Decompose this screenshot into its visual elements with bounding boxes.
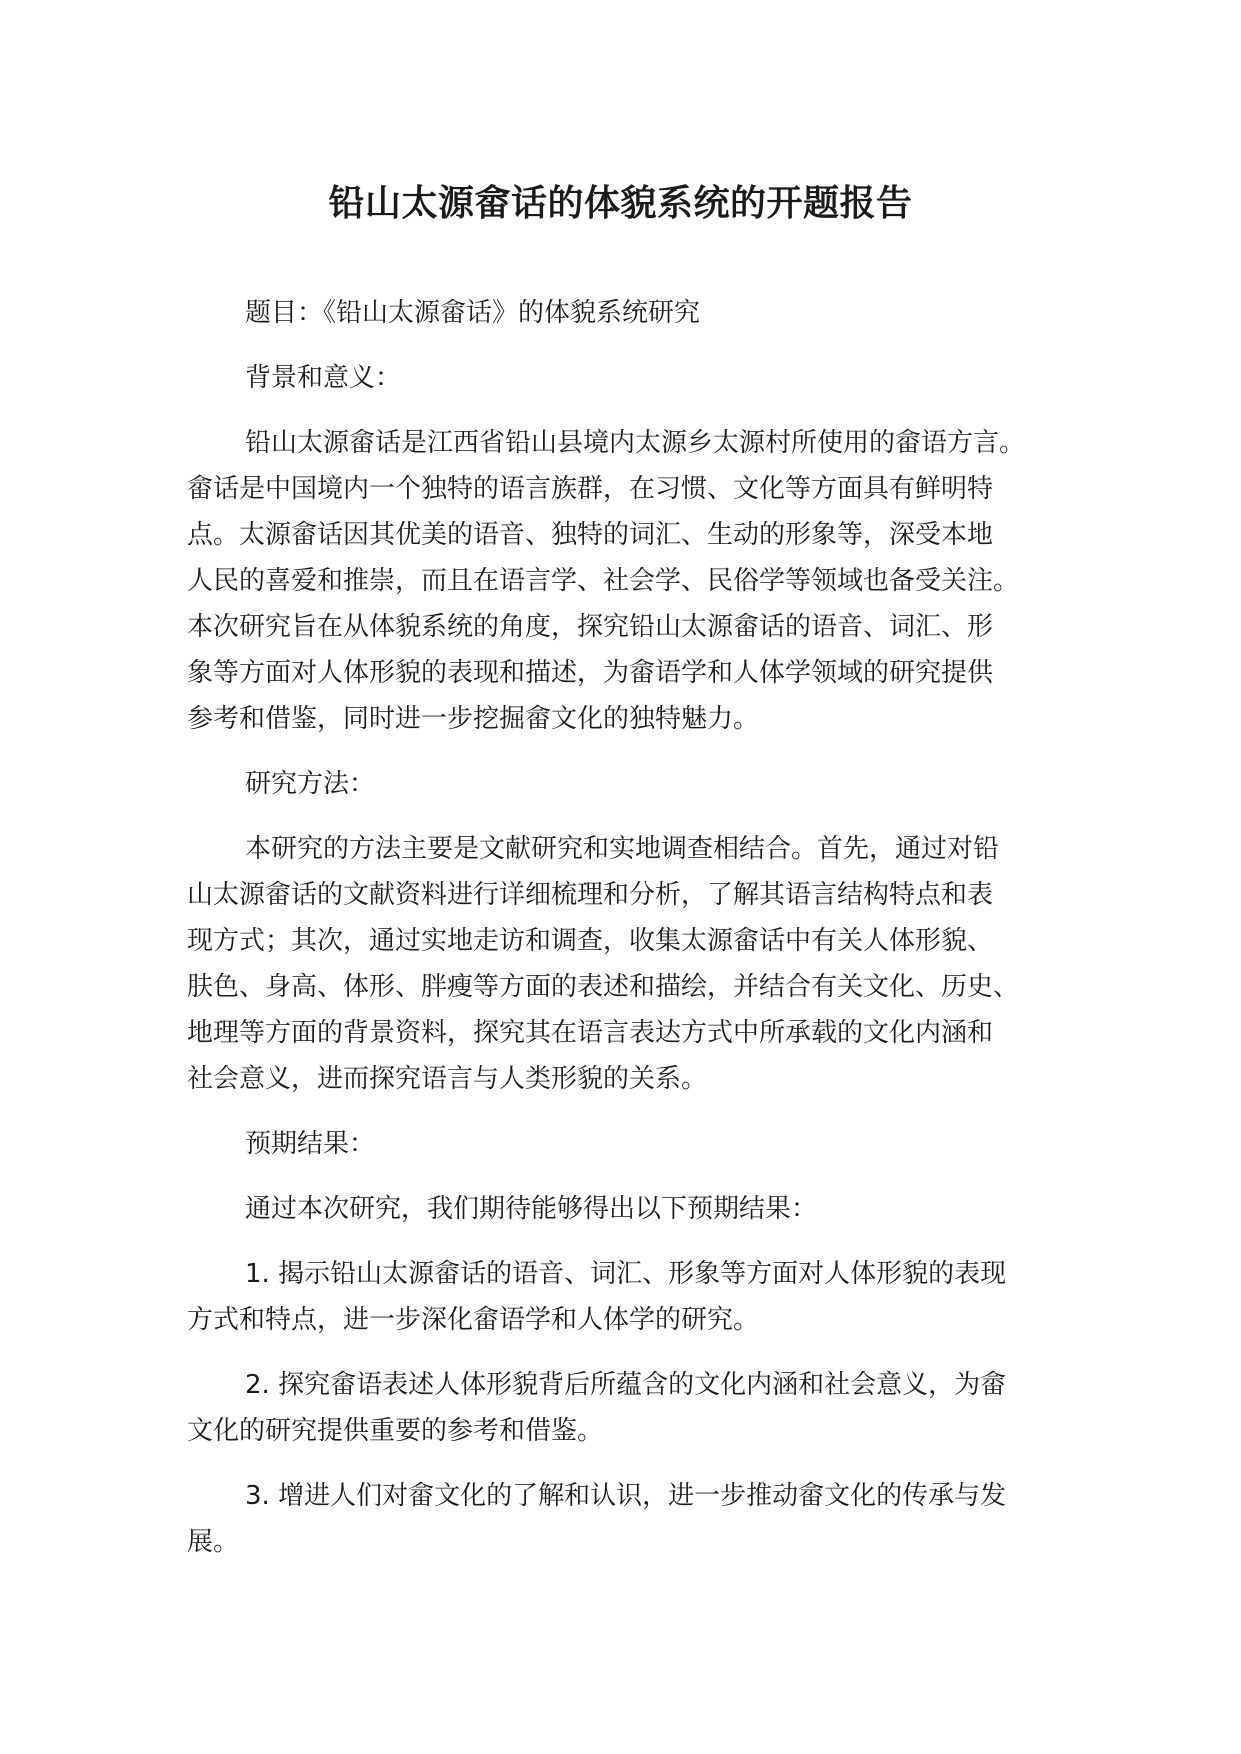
paragraph-line: 地理等方面的背景资料，探究其在语言表达方式中所承载的文化内涵和 xyxy=(187,1018,994,1048)
result-item-2 xyxy=(187,1362,1067,1454)
paragraph-line: 铅山太源畲话是江西省铅山县境内太源乡太源村所使用的畲语方言。 xyxy=(245,428,1026,458)
paragraph-line: 山太源畲话的文献资料进行详细梳理和分析，了解其语言结构特点和表 xyxy=(187,880,994,910)
paragraph-line: 文化的研究提供重要的参考和借鉴。 xyxy=(187,1416,604,1446)
paragraph-line: 点。太源畲话因其优美的语音、独特的词汇、生动的形象等，深受本地 xyxy=(187,520,994,550)
paragraph-line: 人民的喜爱和推崇，而且在语言学、社会学、民俗学等领域也备受关注。 xyxy=(187,566,1020,596)
paragraph-line: 2. 探究畲语表述人体形貌背后所蕴含的文化内涵和社会意义，为畲 xyxy=(245,1370,1007,1400)
paragraph-line: 参考和借鉴，同时进一步挖掘畲文化的独特魅力。 xyxy=(187,704,760,734)
paragraph-line: 本次研究旨在从体貌系统的角度，探究铅山太源畲话的语音、词汇、形 xyxy=(187,612,994,642)
paragraph-line: 方式和特点，进一步深化畲语学和人体学的研究。 xyxy=(187,1305,760,1335)
background-heading: 背景和意义： xyxy=(245,363,402,393)
paragraph-line: 象等方面对人体形貌的表现和描述，为畲语学和人体学领域的研究提供 xyxy=(187,658,994,688)
paragraph-line: 展。 xyxy=(187,1527,240,1557)
method-heading: 研究方法： xyxy=(245,769,376,799)
method-paragraph xyxy=(187,826,1067,1102)
subject-line: 题目：《铅山太源畲话》的体貌系统研究 xyxy=(245,298,701,328)
paragraph-line: 现方式；其次，通过实地走访和调查，收集太源畲话中有关人体形貌、 xyxy=(187,926,994,956)
result-item-3 xyxy=(187,1473,1067,1565)
results-intro: 通过本次研究，我们期待能够得出以下预期结果： xyxy=(245,1194,818,1224)
paragraph-line: 畲话是中国境内一个独特的语言族群，在习惯、文化等方面具有鲜明特 xyxy=(187,474,994,504)
document-title: 铅山太源畲话的体貌系统的开题报告 xyxy=(328,183,913,224)
paragraph-line: 社会意义，进而探究语言与人类形貌的关系。 xyxy=(187,1064,708,1094)
paragraph-line: 3. 增进人们对畲文化的了解和认识，进一步推动畲文化的传承与发 xyxy=(245,1481,1007,1511)
paragraph-line: 本研究的方法主要是文献研究和实地调查相结合。首先，通过对铅 xyxy=(245,834,1000,864)
background-paragraph xyxy=(187,420,1067,742)
results-heading: 预期结果： xyxy=(245,1129,376,1159)
paragraph-line: 1. 揭示铅山太源畲话的语音、词汇、形象等方面对人体形貌的表现 xyxy=(245,1259,1007,1289)
result-item-1 xyxy=(187,1251,1067,1343)
document-body xyxy=(187,290,1067,1584)
paragraph-line: 肤色、身高、体形、胖瘦等方面的表述和描绘，并结合有关文化、历史、 xyxy=(187,972,1020,1002)
